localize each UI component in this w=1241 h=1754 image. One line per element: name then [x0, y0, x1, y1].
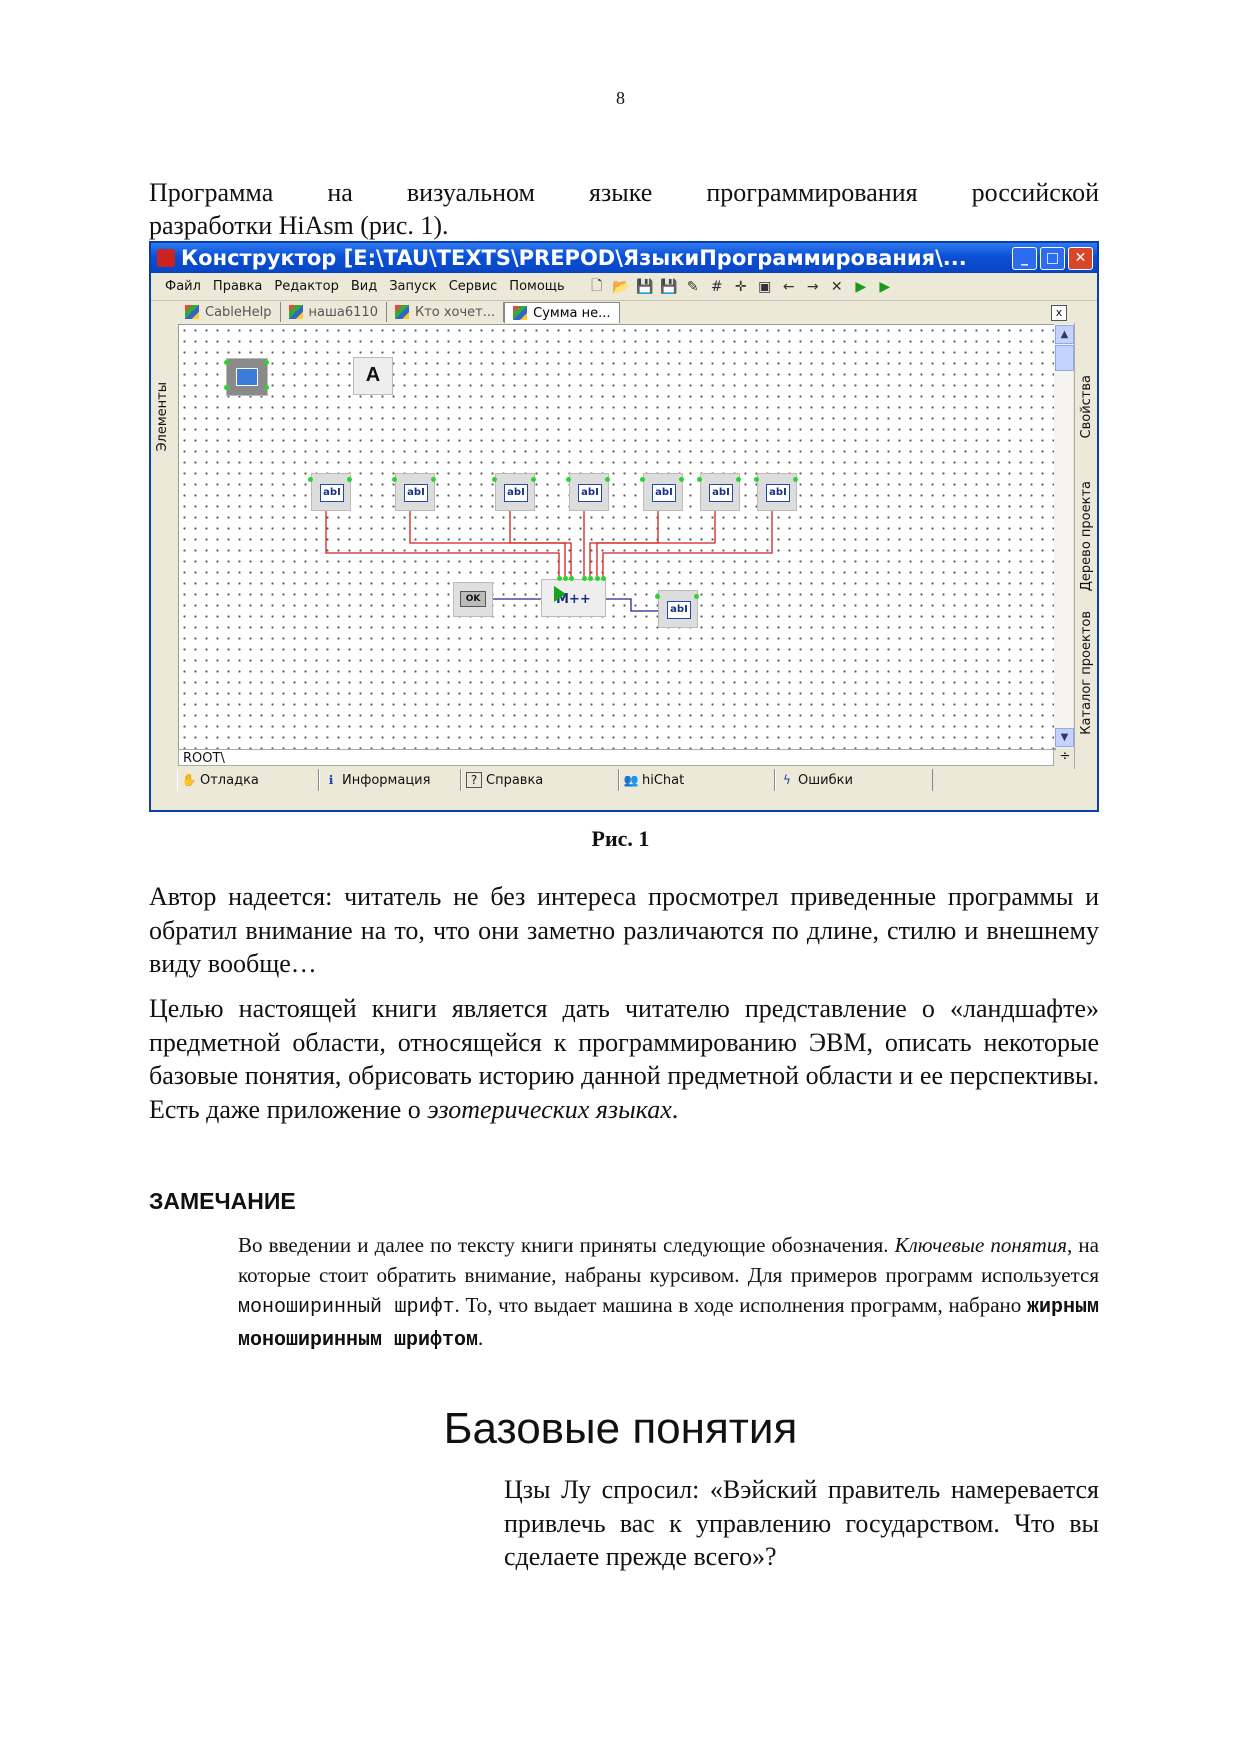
link-lines	[179, 325, 1055, 749]
run-debug-icon[interactable]: ▶	[879, 278, 891, 295]
link-point[interactable]	[224, 360, 229, 365]
window-titlebar	[151, 243, 1097, 273]
maximize-icon[interactable]: □	[1040, 247, 1065, 270]
paragraph-author: Автор надеется: читатель не без интереса просмотрел приведенные программы и обратил внимание на то, что они заметно различаются по длине, стилю и внешнему виду вообще…	[149, 882, 1099, 978]
edit-component-text: abI	[404, 484, 428, 502]
tab-label: Кто хочет...	[414, 304, 496, 320]
button-component-text: OK	[460, 591, 486, 607]
math-component-text: M++	[556, 592, 591, 607]
form-component[interactable]	[226, 358, 268, 396]
link-point[interactable]	[569, 576, 574, 581]
window-icon	[236, 368, 258, 386]
scroll-up-icon[interactable]: ▲	[1055, 325, 1074, 344]
link-point[interactable]	[347, 477, 352, 482]
figure-caption: Рис. 1	[591, 826, 650, 851]
section-title: Базовые понятия	[443, 1404, 798, 1453]
frame-icon[interactable]: ▣	[758, 278, 772, 295]
scroll-thumb[interactable]	[1055, 345, 1074, 371]
edit-component-text: abI	[652, 484, 676, 502]
new-file-icon[interactable]: 🗋	[591, 277, 603, 294]
paragraph-goal-end: .	[671, 1094, 679, 1124]
intro-line-2: разработки HiAsm (рис. 1).	[149, 211, 449, 240]
grid-icon[interactable]: #	[710, 278, 723, 295]
edit-component-text: abI	[667, 601, 691, 619]
tab-kto-hochet[interactable]	[387, 302, 504, 322]
redo-icon[interactable]: →	[806, 278, 819, 295]
hiasm-tab-icon	[289, 305, 303, 319]
esoteric-languages-term: эзотерических языках	[427, 1094, 672, 1124]
note-text-3: . То, что выдает машина в ходе исполнения программ, набрано	[454, 1293, 1027, 1317]
elements-panel[interactable]	[151, 302, 175, 752]
path-bar: ROOT\	[178, 749, 1054, 766]
link-point[interactable]	[640, 477, 645, 482]
note-body	[238, 1230, 1099, 1356]
hiasm-screenshot	[149, 241, 1099, 812]
note-bold-monospace-sample: жирным моноширинным шрифтом	[238, 1296, 1099, 1352]
result-edit-component[interactable]	[658, 590, 698, 628]
save-all-icon[interactable]: 💾	[659, 278, 678, 295]
link-point[interactable]	[566, 477, 571, 482]
link-point[interactable]	[224, 385, 229, 390]
close-tab-icon[interactable]: x	[1051, 305, 1067, 321]
link-point[interactable]	[793, 477, 798, 482]
tab-information[interactable]	[319, 769, 461, 791]
hiasm-tab-icon	[185, 305, 199, 319]
tab-label: Ошибки	[798, 772, 853, 788]
link-point[interactable]	[736, 477, 741, 482]
menu-editor[interactable]: Редактор	[274, 279, 339, 294]
menubar	[151, 273, 1097, 301]
delete-icon[interactable]: ✕	[830, 278, 843, 295]
elements-panel-label[interactable]: Элементы	[155, 382, 170, 452]
link-point[interactable]	[605, 477, 610, 482]
vertical-scrollbar[interactable]	[1054, 324, 1073, 748]
link-point[interactable]	[492, 477, 497, 482]
edit-component[interactable]	[569, 473, 609, 511]
menu-file[interactable]: Файл	[165, 279, 201, 294]
edit-component[interactable]	[395, 473, 435, 511]
open-folder-icon[interactable]: 📂	[611, 278, 630, 295]
project-tree-panel-tab[interactable]: Дерево проекта	[1079, 481, 1094, 592]
menu-run[interactable]: Запуск	[389, 279, 437, 294]
menu-view[interactable]: Вид	[350, 279, 378, 294]
minimize-icon[interactable]: _	[1012, 247, 1037, 270]
note-heading: ЗАМЕЧАНИЕ	[149, 1188, 296, 1214]
tab-label: наша6110	[308, 304, 378, 320]
tab-label: hiChat	[642, 772, 685, 788]
tab-help[interactable]	[461, 769, 619, 791]
project-catalog-panel-tab[interactable]: Каталог проектов	[1079, 611, 1094, 735]
button-component[interactable]	[453, 582, 493, 617]
hand-icon: ✋	[181, 773, 197, 787]
paragraph-goal-text: Целью настоящей книги является дать читателю представление о «ландшафте» предметной области, относящейся к программированию ЭВМ, описать некоторые базовые понятия, обрисовать историю данной предметной области и ее перспективы. Есть даже приложение о	[149, 994, 1099, 1124]
document-tabs	[177, 302, 1055, 324]
edit-component[interactable]	[757, 473, 797, 511]
edit-component[interactable]	[311, 473, 351, 511]
link-point[interactable]	[694, 594, 699, 599]
hiasm-tab-icon	[395, 305, 409, 319]
link-point[interactable]	[588, 576, 593, 581]
tab-hichat[interactable]	[619, 769, 775, 791]
tab-cablehelp[interactable]	[177, 302, 281, 322]
label-component[interactable]	[353, 357, 393, 395]
bottom-panel-tabs	[177, 769, 933, 791]
note-text-2: , на которые стоит обратить внимание, набраны курсивом. Для примеров программ используется	[238, 1233, 1099, 1287]
note-monospace-sample: моноширинный шрифт	[238, 1296, 455, 1319]
play-icon	[554, 586, 566, 602]
link-point[interactable]	[563, 576, 568, 581]
link-point[interactable]	[431, 477, 436, 482]
tab-label: CableHelp	[205, 304, 272, 320]
link-point[interactable]	[557, 576, 562, 581]
link-point[interactable]	[601, 576, 606, 581]
tab-label: Информация	[342, 772, 431, 788]
design-canvas[interactable]	[178, 324, 1056, 750]
link-point[interactable]	[754, 477, 759, 482]
link-point[interactable]	[264, 385, 269, 390]
link-point[interactable]	[679, 477, 684, 482]
link-point[interactable]	[595, 576, 600, 581]
epigraph: Цзы Лу спросил: «Вэйский правитель намеревается привлечь вас к управлению государством. Что вы сделаете прежде всего»?	[504, 1475, 1099, 1571]
menu-help[interactable]: Помощь	[509, 279, 565, 294]
link-point[interactable]	[531, 477, 536, 482]
chat-users-icon: 👥	[623, 773, 639, 787]
split-icon[interactable]: ÷	[1059, 749, 1071, 764]
edit-icon[interactable]: ✎	[686, 278, 699, 295]
edit-component-text: abI	[766, 484, 790, 502]
paragraph-goal	[149, 992, 1099, 1126]
link-point[interactable]	[392, 477, 397, 482]
edit-component-text: abI	[320, 484, 344, 502]
hiasm-tab-icon	[513, 306, 527, 320]
note-text-1: Во введении и далее по тексту книги приняты следующие обозначения.	[238, 1233, 895, 1257]
properties-panel-tab[interactable]: Свойства	[1079, 375, 1094, 439]
link-point[interactable]	[582, 576, 587, 581]
edit-component-text: abI	[504, 484, 528, 502]
edit-component[interactable]	[643, 473, 683, 511]
right-side-panels	[1074, 323, 1097, 769]
menu-edit[interactable]: Правка	[212, 279, 263, 294]
note-text-4: .	[478, 1326, 484, 1350]
math-component[interactable]	[541, 579, 606, 617]
link-point[interactable]	[308, 477, 313, 482]
run-icon[interactable]: ▶	[855, 278, 867, 295]
tab-nasha6110[interactable]	[281, 302, 387, 322]
link-point[interactable]	[697, 477, 702, 482]
tab-label: Справка	[486, 772, 544, 788]
tab-debug[interactable]	[177, 769, 319, 791]
window-title: Конструктор [E:\TAU\TEXTS\PREPOD\ЯзыкиПрограммирования\...	[181, 246, 967, 270]
help-icon: ?	[466, 772, 482, 788]
info-icon: ℹ	[328, 773, 334, 787]
undo-icon[interactable]: ←	[782, 278, 795, 295]
app-icon	[157, 249, 175, 267]
close-icon[interactable]: ✕	[1068, 247, 1093, 270]
menu-service[interactable]: Сервис	[448, 279, 498, 294]
tab-label: Отладка	[200, 772, 259, 788]
link-point[interactable]	[655, 594, 660, 599]
edit-component-text: abI	[709, 484, 733, 502]
edit-component-text: abI	[578, 484, 602, 502]
tab-errors[interactable]	[775, 769, 933, 791]
intro-line-1: Программа на визуальном языке программирования российской	[149, 178, 1099, 207]
note-key-concepts: Ключевые понятия	[894, 1233, 1068, 1257]
scroll-down-icon[interactable]: ▼	[1055, 728, 1074, 747]
tab-summa[interactable]	[504, 302, 619, 323]
align-icon[interactable]: ✛	[734, 278, 747, 295]
errors-icon: ϟ	[783, 773, 791, 787]
edit-component[interactable]	[495, 473, 535, 511]
edit-component[interactable]	[700, 473, 740, 511]
page-number: 8	[616, 88, 625, 108]
tab-label: Сумма не...	[533, 305, 611, 321]
label-component-text: A	[365, 364, 381, 386]
toolbar	[585, 279, 897, 295]
save-icon[interactable]: 💾	[635, 278, 654, 295]
link-point[interactable]	[264, 360, 269, 365]
